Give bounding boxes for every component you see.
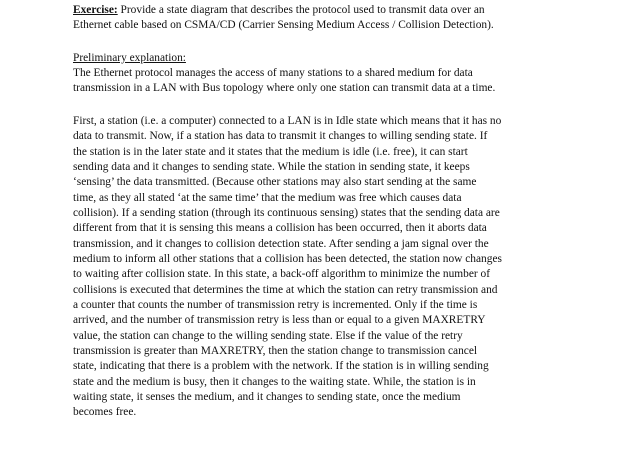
- exercise-text: Provide a state diagram that describes the protocol used to transmit data over an: [117, 4, 485, 16]
- body-line: becomes free.: [73, 406, 137, 418]
- body-line: First, a station (i.e. a computer) connected to a LAN is in Idle state which means that it has no: [73, 115, 502, 127]
- body-line: transmission, and it changes to collision detection state. After sending a jam signal over the: [73, 238, 489, 250]
- body-line: different from that it is sensing this means a collision has been occurred, then it aborts data: [73, 222, 487, 234]
- preliminary-line: The Ethernet protocol manages the access of many stations to a shared medium for data: [73, 67, 473, 79]
- preliminary-heading: Preliminary explanation:: [73, 52, 186, 64]
- exercise-line-1: [73, 3, 485, 18]
- exercise-label: Exercise:: [73, 4, 118, 16]
- body-line: collision). If a sending station (through its continuous sensing) states that the sending data are: [73, 207, 500, 219]
- preliminary-line: transmission in a LAN with Bus topology where only one station can transmit data at a time.: [73, 82, 496, 94]
- body-line: collisions is executed that determines the time at which the station can retry transmission and: [73, 284, 498, 296]
- body-line: state, indicating that there is a problem with the network. If the station is in willing sending: [73, 360, 489, 372]
- body-line: state and the medium is busy, then it changes to the waiting state. While, the station is in: [73, 376, 476, 388]
- body-line: the station is in the later state and it states that the medium is idle (i.e. free), it can start: [73, 146, 468, 158]
- body-line: transmission is greater than MAXRETRY, then the station change to transmission cancel: [73, 345, 478, 357]
- body-line: arrived, and the number of transmission retry is less than or equal to a given MAXRETRY: [73, 314, 486, 326]
- body-line: medium to inform all other stations that a collision has been detected, the station now changes: [73, 253, 502, 265]
- exercise-line-2: Ethernet cable based on CSMA/CD (Carrier Sensing Medium Access / Collision Detection).: [73, 19, 494, 31]
- body-line: ‘sensing’ the data transmitted. (Because other stations may also start sending at the same: [73, 176, 477, 188]
- body-line: waiting state, it senses the medium, and it changes to sending state, once the medium: [73, 391, 461, 403]
- body-line: time, as they all stated ‘at the same time’ that the medium was free which causes data: [73, 192, 462, 204]
- body-line: data to transmit. Now, if a station has data to transmit it changes to willing sending state. If: [73, 130, 488, 142]
- body-line: sending data and it changes to sending state. While the station in sending state, it keeps: [73, 161, 470, 173]
- body-line: a counter that counts the number of transmission retry is incremented. Only if the time is: [73, 299, 478, 311]
- body-line: value, the station can change to the willing sending state. Else if the value of the retry: [73, 330, 463, 342]
- body-line: to waiting after collision state. In this state, a back-off algorithm to minimize the number of: [73, 268, 491, 280]
